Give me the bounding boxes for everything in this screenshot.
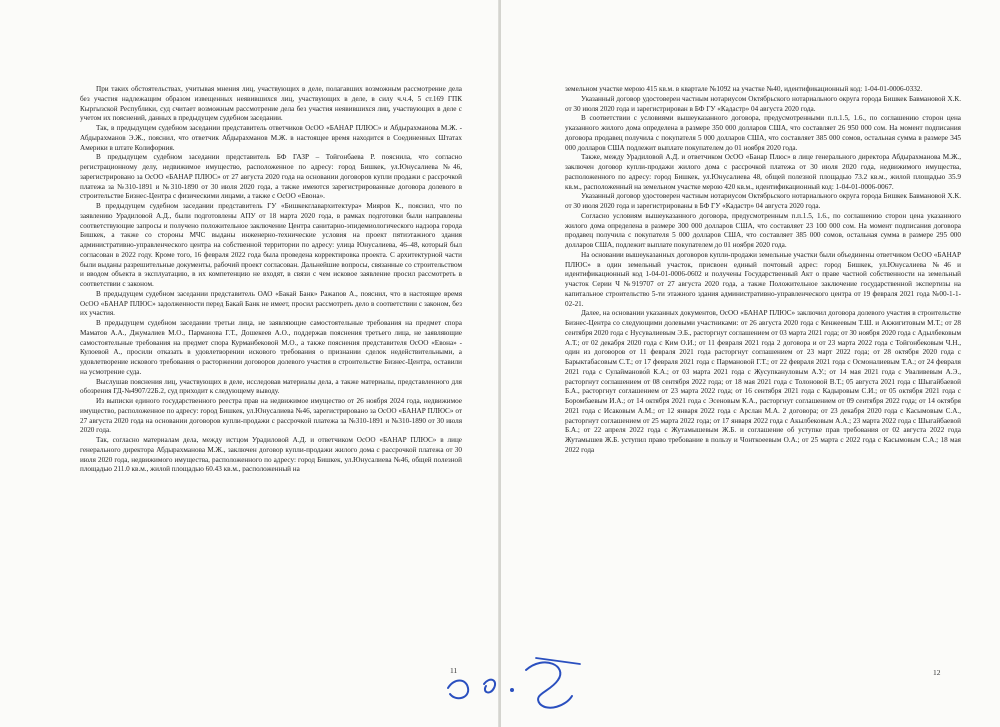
left-page xyxy=(0,0,499,727)
left-page-text xyxy=(80,85,462,475)
paragraph: Так, согласно материалам дела, между истцом Урадиловой А.Д. и ответчиком ОсОО «БАНАР ПЛЮС» в лице генерального директора Абдырахманова М.Ж., заключен договор купли-продажи жилого дома с рассрочкой платежа от 30 июля 2020 года, недвижимого имущества, расположенного по адресу: город Бишкек, ул.Юнусалиева №46, общей полезной площадью 211.0 кв.м., жилой площадью 60.43 кв.м., расположенный на xyxy=(80,436,462,474)
page-number: 11 xyxy=(450,666,458,675)
paragraph: Выслушав пояснения лиц, участвующих в деле, исследовав материалы дела, а также материалы, представленного для обозрения ГД-№4907/22Б.2, суд приходит к следующему выводу. xyxy=(80,377,462,396)
paragraph: В предыдущем судебном заседании представитель БФ ГАЗР – Тойгонбаева Р. пояснила, что согласно регистрационному делу, недвижимое имущество, расположенное по адресу: город Бишкек, ул.Юнусалиева №46, зарегистрировано за ОсОО «БАНАР ПЛЮС» от 27 августа 2020 года на основании договоров купли продажи с рассрочкой платежа за №310-1891 и №310-1890 от 30 июля 2020 года, а также имеются зарегистрированные договора долевого в строительстве Бизнес-Центра с физическими лицами, а также с ОсОО «Евона». xyxy=(80,153,462,201)
paragraph: При таких обстоятельствах, учитывая мнения лиц, участвующих в деле, полагавших возможным рассмотрение дела без участия надлежащим образом извещенных неявившихся лиц, участвующих в деле, в силу ч.ч.4, 5 ст.169 ГПК Кыргызской Республики, суд считает возможным рассмотрение дела без участия неявившихся лиц, участвующих в деле с учетом их пояснений, данных в предыдущем судебном заседании. xyxy=(80,85,462,123)
paragraph: В соответствии с условиями вышеуказанного договора, предусмотренными п.п.1.5, 1.6., по соглашению сторон цена указанного жилого дома определена в размере 350 000 долларов США, что составляет 26 950 000 сом. На момент подписания договора продавец получила с покупателя 5 000 долларов США, что составляет 385 000 сомов, остальная сумма в размере 345 000 долларов США подлежит выплате покупателем до 01 ноября 2020 года. xyxy=(565,114,961,152)
paragraph: Так, в предыдущем судебном заседании представитель ответчиков ОсОО «БАНАР ПЛЮС» и Абдырахманова М.Ж. - Абдырахманов Э.Ж., пояснил, что ответчик Абдырахманов М.Ж. в настоящее время находится в Соединенных Штатах Америки в штате Колифорния. xyxy=(80,124,462,152)
right-page-text xyxy=(565,85,961,456)
paragraph: В предыдущем судебном заседании третьи лица, не заявляющие самостоятельные требования на предмет спора Маматов А.А., Джумалиев М.О., Парманова Г.Т., Дошекеев А.О., поддержав пояснения третьего лица, не заявляющие самостоятельные требования на предмет спора Курманбековой М.О., а также пояснения представителя ОсОО «Евона» - Кулоевой А., просили отказать в удовлетворении искового требования о признании сделок недействительными, а удовлетворение искового требования о расторжении договоров долевого участия в строительстве Бизнес-Центра, оставили на усмотрение суда. xyxy=(80,319,462,376)
paragraph: земельном участке мерою 415 кв.м. в квартале №1092 на участке №40, идентификационный код: 1-04-01-0006-0332. xyxy=(565,85,923,93)
paragraph: Указанный договор удостоверен частным нотариусом Октябрьского нотариального округа города Бишкек Бавмановой Х.К. от 30 июля 2020 года и зарегистрированы в БФ ГУ «Кадастр» 04 августа 2020 года. xyxy=(565,192,961,210)
page-number: 12 xyxy=(933,668,941,677)
right-page xyxy=(501,0,1000,727)
paragraph: На основании вышеуказанных договоров купли-продажи земельные участки были объединены ответчиком ОсОО «БАНАР ПЛЮС» в один земельный участок, присвоен единый почтовый адрес: город Бишкек, ул.Юнусалиева №46 и идентификационный код 1-04-01-0006-0602 и получены Государственный Акт о праве частной собственности на земельный участок Серии Ч №919707 от 27 августа 2020 года, а также Положительное заключение государственной экспертизы на капитальное строительство 5-ти этажного здания административно-управленческого центра от 19 февраля 2021 года №00-1-1-02-21. xyxy=(565,250,961,308)
paragraph: Указанный договор удостоверен частным нотариусом Октябрьского нотариального округа города Бишкек Бавмановой Х.К. от 30 июля 2020 года и зарегистрирован в БФ ГУ «Кадастр» 04 августа 2020 года. xyxy=(565,94,961,113)
signature-scribble xyxy=(440,648,660,718)
paragraph: В предыдущем судебном заседании представитель ОАО «Бакай Банк» Ражапов А., пояснил, что в настоящее время ОсОО «БАНАР ПЛЮС» задолженности перед Бакай Банк не имеет, просил рассмотреть дело в соответствии с законом, без их участия. xyxy=(80,289,462,318)
paragraph: Согласно условиям вышеуказанного договора, предусмотренным п.п.1.5, 1.6., по соглашению сторон цена указанного жилого дома определена в размере 300 000 долларов США, что составляет 23 100 000 сом. На момент подписания договора продавец получила с покупателя 5 000 долларов США, что составляет 385 000 сомов, остальная сумма в размере 295 000 долларов США, подлежит выплате покупателем до 01 ноября 2020 года. xyxy=(565,211,961,249)
paragraph: Из выписки единого государственного реестра прав на недвижимое имущество от 26 ноября 2024 года, недвижимое имущество, расположенное по адресу: город Бишкек, ул.Юнусалиева №46, зарегистрировано за ОсОО «БАНАР ПЛЮС» от 27 августа 2020 года на основании договоров купли-продажи с рассрочкой платежа за №310-1891 и №310-1890 от 30 июля 2020 года. xyxy=(80,397,462,435)
paragraph: В предыдущем судебном заседании представитель ГУ «Бишкекглавархитектура» Мияров К., пояснил, что по заявлению Урадиловой А.Д., были подготовлены АПУ от 18 марта 2020 года, в рамках подготовки были направлены соответствующие запросы и получено положительное заключение Центра санитарно-эпидемиологического надзора города Бишкек, а также со стороны МЧС выданы инженерно-технические условия на проект пятиэтажного здания административно-управленческого центра на собственной территории по адресу: улица Юнусалиева, 46–48, который был согласован в 2022 году. Кроме того, 16 февраля 2022 года была проведена корректировка проекта. С архитектурной части были выданы разрешительные документы, рабочий проект согласован. Дальнейшие вопросы, связанные со строительством и вводом объекта в эксплуатацию, в их компетенцию не входят, в связи с чем исковое заявление просил рассмотреть в соответствии с законом. xyxy=(80,202,462,288)
paragraph: Также, между Урадиловой А.Д. и ответчиком ОсОО «Банар Плюс» в лице генерального директора Абдырахманова М.Ж., заключен договор купли-продажи жилого дома с рассрочкой платежа от 30 июля 2020 года, недвижимого имущества, расположенного по адресу: город Бишкек, ул.Юнусалиева 48, общей полезной площадью 73.2 кв.м., жилой площадью 35.9 кв.м., расположенный на земельном участке мерою 420 кв.м., идентификационный код: 1-04-01-0006-0067. xyxy=(565,153,961,191)
paragraph: Далее, на основании указанных документов, ОсОО «БАНАР ПЛЮС» заключил договора долевого участия в строительстве Бизнес-Центра со следующими долевыми участниками: от 26 августа 2020 года с Кенжеевым Т.Ш. и Акжигитовым М.Т.; от 28 сентября 2020 года с Нусувалиевым Э.Б., расторгнут соглашением от 03 марта 2021 года; от 30 ноября 2020 года с Адылбековым А.Т.; от 02 декабря 2020 года с Ким О.И.; от 11 февраля 2021 года 2 договора и от 23 марта 2022 года с Тойгонбековым Ч.Н., один из договоров от 11 февраля 2021 года расторгнут соглашением от 23 март 2022 года; от 28 октября 2020 года с Барыктабасовым С.Т.; от 17 февраля 2021 года с Пармановой Г.Т.; от 22 февраля 2021 года с Осмоналиевым Т.А.; от 24 февраля 2021 года с Сулайманово́й К.А.; от 03 марта 2021 года с Жусупкануловым А.У.; от 14 мая 2021 года с Уваливевым А.Э., расторгнут соглашением от 08 сентября 2022 года; от 18 мая 2021 года с Толоновой В.Т.; 05 августа 2021 года с Шыгайбаевой Б.А., расторгнут соглашением от 23 марта 2022 года; от 16 сентября 2021 года с Кадыровым С.И.; от 05 октября 2021 года с Боромбаевым И.А.; от 14 октября 2021 года с Эсеновым К.А., расторгнут соглашением от 09 сентября 2022 года; от 14 октября 2021 года с Исаковым А.М.; от 12 января 2022 года с Арслан М.А. 2 договора; от 23 декабря 2020 года с Касымовым С.А., расторгнут соглашением от 25 марта 2022 года; от 17 января 2022 года с Акылбековым А.А.; 23 марта 2022 года с Шыгайбаевой Б.А.; от 22 апреля 2022 года с Жутамышевым Ж.Б. и соглашение об уступке прав требования от 02 августа 2022 года Жутамышев Ж.Б. уступил право требование в пользу и Чонткоеевым О.А.; от 25 марта с 2022 года с Касымовым С.А.; 18 мая 2022 года xyxy=(565,309,961,454)
